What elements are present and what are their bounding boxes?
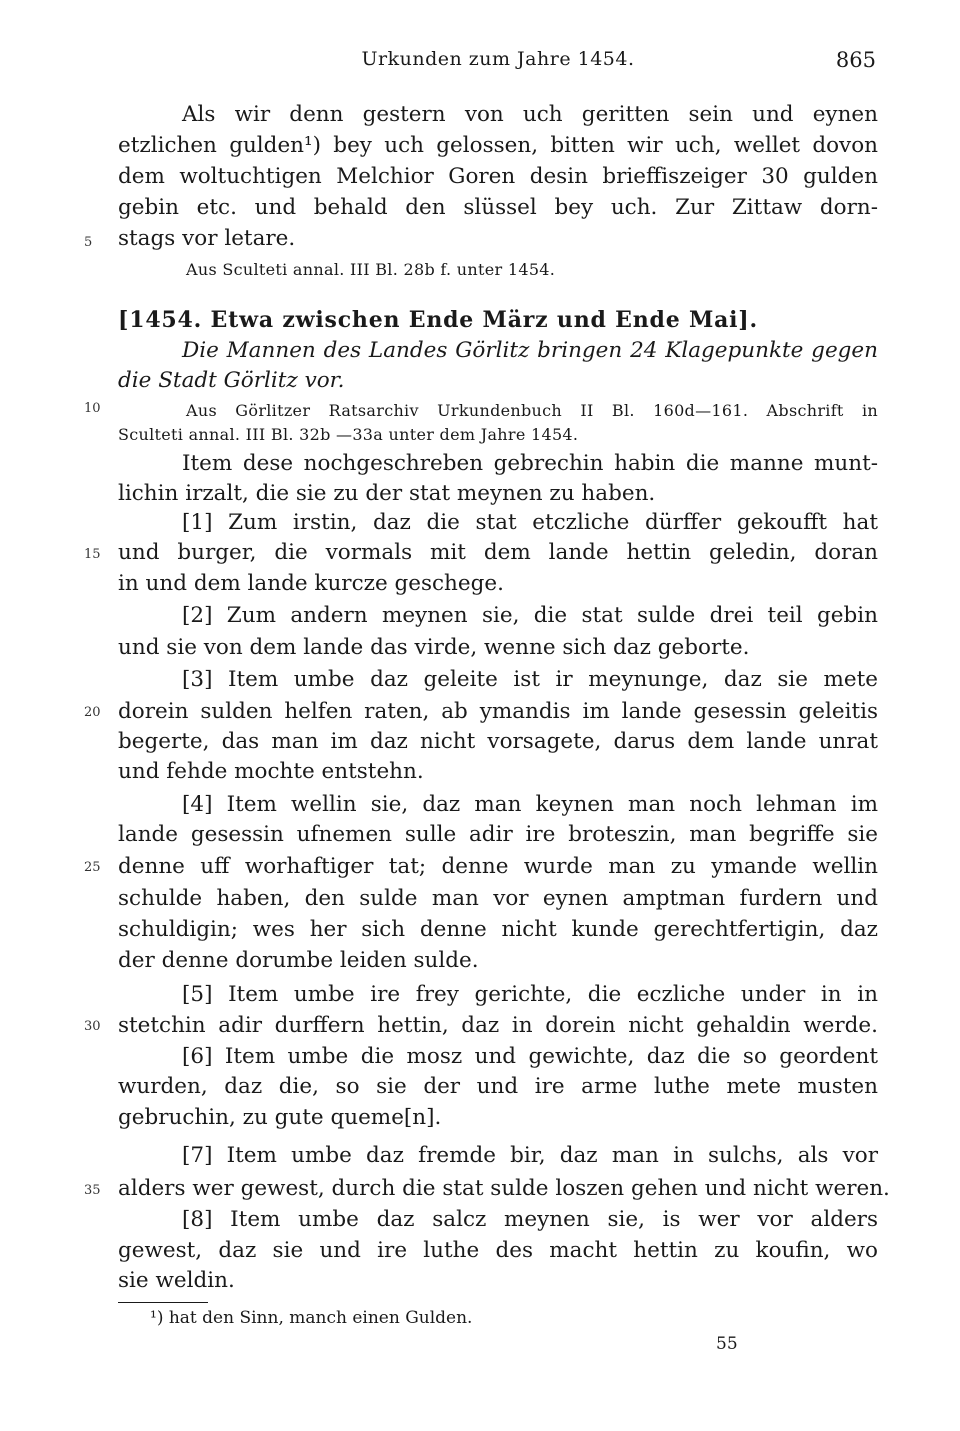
regest-line: Die Mannen des Landes Görlitz bringen 24 Klagepunkte gegen — [182, 338, 878, 363]
text-line: [2] Zum andern meynen sie, die stat sulde drei teil gebin — [182, 603, 878, 628]
page-header — [118, 48, 878, 78]
margin-line-number: 15 — [84, 547, 101, 562]
text-line: stetchin adir durffern hettin, daz in dorein nicht gehaldin werde. — [118, 1013, 878, 1038]
text-line: schuldigin; wes her sich denne nicht kunde gerechtfertigin, daz — [118, 917, 878, 942]
text-line: lande gesessin ufnemen sulle adir ire broteszin, man begriffe sie — [118, 822, 878, 847]
regest-line: die Stadt Görlitz vor. — [118, 368, 345, 393]
text-line: schulde haben, den sulde man vor eynen amptman furdern und — [118, 886, 878, 911]
text-line: und fehde mochte entstehn. — [118, 759, 424, 784]
footnote: ¹) hat den Sinn, manch einen Gulden. — [150, 1308, 473, 1328]
text-line: sie weldin. — [118, 1268, 235, 1293]
text-line: [7] Item umbe daz fremde bir, daz man in sulchs, als vor — [182, 1143, 878, 1168]
text-line: alders wer gewest, durch die stat sulde loszen gehen und nicht weren. — [118, 1176, 890, 1201]
signature-mark: 55 — [716, 1334, 738, 1354]
running-head: Urkunden zum Jahre 1454. — [361, 48, 635, 70]
margin-line-number: 35 — [84, 1183, 101, 1198]
text-line: [8] Item umbe daz salcz meynen sie, is wer vor alders — [182, 1207, 878, 1232]
text-line: wurden, daz die, so sie der und ire arme luthe mete musten — [118, 1074, 878, 1099]
text-line: dorein sulden helfen raten, ab ymandis im lande gesessin geleitis — [118, 699, 878, 724]
margin-line-number: 30 — [84, 1019, 101, 1034]
margin-line-number: 20 — [84, 705, 101, 720]
document-heading: [1454. Etwa zwischen Ende März und Ende Mai]. — [118, 307, 758, 333]
text-line: [6] Item umbe die mosz und gewichte, daz die so geordent — [182, 1044, 878, 1069]
text-line: etzlichen gulden¹) bey uch gelossen, bitten wir uch, wellet dovon — [118, 133, 878, 158]
source-note: Aus Sculteti annal. III Bl. 28b f. unter 1454. — [186, 260, 556, 279]
footnote-rule — [118, 1302, 208, 1303]
text-line: dem woltuchtigen Melchior Goren desin brieffiszeiger 30 gulden — [118, 164, 878, 189]
page-number: 865 — [835, 48, 876, 72]
text-line: gebruchin, zu gute queme[n]. — [118, 1105, 442, 1130]
text-line: in und dem lande kurcze geschege. — [118, 571, 504, 596]
text-line: Item dese nochgeschreben gebrechin habin die manne munt- — [182, 451, 878, 476]
margin-line-number: 5 — [84, 235, 93, 250]
source-note: Sculteti annal. III Bl. 32b —33a unter dem Jahre 1454. — [118, 425, 579, 444]
text-line: gebin etc. und behald den slüssel bey uch. Zur Zittaw dorn- — [118, 195, 878, 220]
text-line: [3] Item umbe daz geleite ist ir meynunge, daz sie mete — [182, 667, 878, 692]
source-note: Aus Görlitzer Ratsarchiv Urkundenbuch II Bl. 160d—161. Abschrift in — [186, 401, 878, 420]
text-line: stags vor letare. — [118, 226, 296, 251]
margin-line-number: 10 — [84, 401, 101, 416]
text-line: gewest, daz sie und ire luthe des macht hettin zu koufin, wo — [118, 1238, 878, 1263]
text-line: denne uff worhaftiger tat; denne wurde man zu ymande wellin — [118, 854, 878, 879]
text-line: und sie von dem lande das virde, wenne sich daz geborte. — [118, 635, 750, 660]
text-line: lichin irzalt, die sie zu der stat meynen zu haben. — [118, 481, 656, 506]
margin-line-number: 25 — [84, 860, 101, 875]
text-line: [4] Item wellin sie, daz man keynen man noch lehman im — [182, 792, 878, 817]
text-line: und burger, die vormals mit dem lande hettin geledin, doran — [118, 540, 878, 565]
text-line: der denne dorumbe leiden sulde. — [118, 948, 479, 973]
text-line: [5] Item umbe ire frey gerichte, die eczliche under in in — [182, 982, 878, 1007]
text-line: begerte, das man im daz nicht vorsagete, darus dem lande unrat — [118, 729, 878, 754]
text-line: [1] Zum irstin, daz die stat etczliche dürffer gekoufft hat — [182, 510, 878, 535]
text-line: Als wir denn gestern von uch geritten sein und eynen — [182, 102, 878, 127]
